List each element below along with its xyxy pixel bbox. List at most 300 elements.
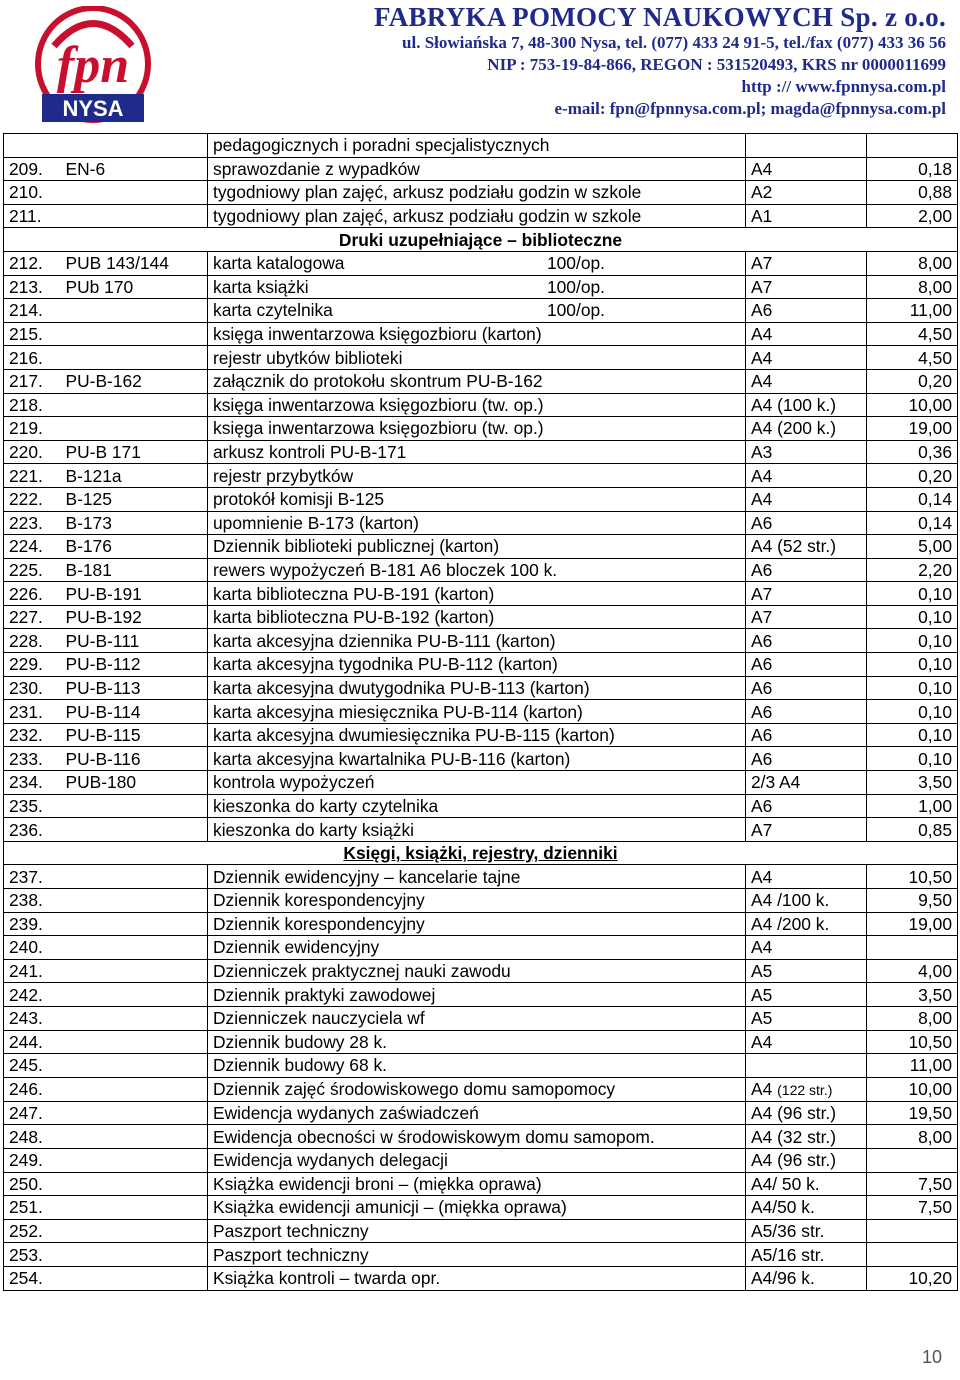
item-format bbox=[746, 818, 867, 842]
item-code: PUB-180 bbox=[61, 771, 208, 795]
item-format-text: A2 bbox=[751, 182, 773, 203]
item-format bbox=[746, 440, 867, 464]
section-header-row bbox=[4, 228, 958, 252]
item-format bbox=[746, 865, 867, 889]
item-description bbox=[208, 959, 746, 983]
item-price: 4,50 bbox=[867, 346, 958, 370]
item-pack-quantity: 100/op. bbox=[546, 300, 605, 321]
company-registry: NIP : 753-19-84-866, REGON : 531520493, KRS nr 0000011699 bbox=[487, 55, 946, 74]
item-price: 4,50 bbox=[867, 322, 958, 346]
item-code: B-176 bbox=[61, 535, 208, 559]
item-description bbox=[208, 605, 746, 629]
item-code bbox=[61, 865, 208, 889]
item-code bbox=[61, 1077, 208, 1101]
item-code bbox=[61, 1125, 208, 1149]
table-row bbox=[4, 582, 958, 606]
item-price: 2,00 bbox=[867, 204, 958, 228]
item-description-text: rejestr przybytków bbox=[213, 465, 354, 486]
item-description bbox=[208, 1148, 746, 1172]
item-description-text: Ewidencja wydanych delegacji bbox=[213, 1150, 448, 1171]
item-description-text: tygodniowy plan zajęć, arkusz podziału godzin w szkole bbox=[213, 206, 642, 227]
item-format bbox=[746, 558, 867, 582]
table-row bbox=[4, 771, 958, 795]
item-format-text: A4 bbox=[751, 1078, 773, 1099]
item-number: 216. bbox=[4, 346, 61, 370]
item-description-text: Dziennik budowy 68 k. bbox=[213, 1055, 387, 1076]
item-code: PU-B-191 bbox=[61, 582, 208, 606]
item-price bbox=[867, 1243, 958, 1267]
item-description bbox=[208, 275, 746, 299]
item-number: 219. bbox=[4, 417, 61, 441]
table-row bbox=[4, 535, 958, 559]
item-code bbox=[61, 959, 208, 983]
item-description-text: Ewidencja wydanych zaświadczeń bbox=[213, 1103, 479, 1124]
table-row bbox=[4, 605, 958, 629]
item-format bbox=[746, 959, 867, 983]
item-number: 228. bbox=[4, 629, 61, 653]
item-format bbox=[746, 676, 867, 700]
item-price bbox=[867, 1148, 958, 1172]
item-format bbox=[746, 346, 867, 370]
item-price: 2,20 bbox=[867, 558, 958, 582]
item-code bbox=[61, 1101, 208, 1125]
item-format-text: A6 bbox=[751, 559, 773, 580]
item-code bbox=[61, 1054, 208, 1078]
item-description-text: arkusz kontroli PU-B-171 bbox=[213, 442, 407, 463]
item-description bbox=[208, 464, 746, 488]
item-number: 213. bbox=[4, 275, 61, 299]
table-row bbox=[4, 204, 958, 228]
item-number: 251. bbox=[4, 1196, 61, 1220]
item-pack-quantity: 100/op. bbox=[546, 253, 605, 274]
item-format bbox=[746, 511, 867, 535]
item-description bbox=[208, 369, 746, 393]
item-number: 233. bbox=[4, 747, 61, 771]
table-row bbox=[4, 181, 958, 205]
item-description-text: Dzienniczek nauczyciela wf bbox=[213, 1008, 425, 1029]
table-row bbox=[4, 1196, 958, 1220]
item-format bbox=[746, 204, 867, 228]
item-format-text: A4 bbox=[751, 371, 773, 392]
item-code bbox=[61, 1266, 208, 1290]
item-format-text: A6 bbox=[751, 795, 773, 816]
table-row bbox=[4, 818, 958, 842]
item-format bbox=[746, 1030, 867, 1054]
item-code: PU-B-116 bbox=[61, 747, 208, 771]
item-description-text: Dziennik ewidencyjny bbox=[213, 937, 380, 958]
table-row bbox=[4, 511, 958, 535]
item-price: 19,00 bbox=[867, 912, 958, 936]
item-description bbox=[208, 157, 746, 181]
item-price: 0,10 bbox=[867, 700, 958, 724]
table-row bbox=[4, 1077, 958, 1101]
item-format bbox=[746, 629, 867, 653]
item-description bbox=[208, 134, 746, 158]
item-price: 0,14 bbox=[867, 487, 958, 511]
section-title bbox=[4, 841, 958, 865]
item-format bbox=[746, 1148, 867, 1172]
table-row bbox=[4, 464, 958, 488]
item-description-text: Dziennik budowy 28 k. bbox=[213, 1031, 387, 1052]
table-row bbox=[4, 959, 958, 983]
item-price: 19,50 bbox=[867, 1101, 958, 1125]
item-price: 3,50 bbox=[867, 983, 958, 1007]
item-price: 0,10 bbox=[867, 676, 958, 700]
item-number: 234. bbox=[4, 771, 61, 795]
item-description-text: Paszport techniczny bbox=[213, 1244, 369, 1265]
item-description-text: Dziennik korespondencyjny bbox=[213, 890, 425, 911]
item-number: 241. bbox=[4, 959, 61, 983]
item-format bbox=[746, 912, 867, 936]
item-code bbox=[61, 912, 208, 936]
item-description bbox=[208, 1054, 746, 1078]
item-format bbox=[746, 487, 867, 511]
table-row bbox=[4, 440, 958, 464]
table-row bbox=[4, 983, 958, 1007]
item-code bbox=[61, 1243, 208, 1267]
item-format bbox=[746, 605, 867, 629]
item-price: 19,00 bbox=[867, 417, 958, 441]
item-format-text: A7 bbox=[751, 819, 773, 840]
item-description bbox=[208, 1219, 746, 1243]
item-format-text: A4 bbox=[751, 465, 773, 486]
item-code bbox=[61, 1196, 208, 1220]
item-description bbox=[208, 676, 746, 700]
item-description bbox=[208, 582, 746, 606]
item-code: PUb 170 bbox=[61, 275, 208, 299]
item-format-text: A4/ 50 k. bbox=[751, 1173, 820, 1194]
item-price: 0,20 bbox=[867, 369, 958, 393]
item-format-text: A5 bbox=[751, 984, 773, 1005]
item-number: 238. bbox=[4, 889, 61, 913]
item-description-text: księga inwentarzowa księgozbioru (karton) bbox=[213, 324, 542, 345]
item-format-text: A4 bbox=[751, 158, 773, 179]
table-row bbox=[4, 1172, 958, 1196]
item-format-text: A4 bbox=[751, 489, 773, 510]
item-number bbox=[4, 134, 61, 158]
item-code bbox=[61, 134, 208, 158]
item-number: 212. bbox=[4, 251, 61, 275]
item-number: 253. bbox=[4, 1243, 61, 1267]
item-number: 223. bbox=[4, 511, 61, 535]
item-number: 226. bbox=[4, 582, 61, 606]
item-description bbox=[208, 440, 746, 464]
item-description-text: Ewidencja obecności w środowiskowym domu samopom. bbox=[213, 1126, 655, 1147]
item-format bbox=[746, 983, 867, 1007]
item-code: B-173 bbox=[61, 511, 208, 535]
item-format bbox=[746, 464, 867, 488]
item-description bbox=[208, 322, 746, 346]
item-description-text: upomnienie B-173 (karton) bbox=[213, 512, 419, 533]
item-format bbox=[746, 1243, 867, 1267]
item-number: 218. bbox=[4, 393, 61, 417]
item-number: 227. bbox=[4, 605, 61, 629]
item-code bbox=[61, 181, 208, 205]
company-website[interactable]: http :// www.fpnnysa.com.pl bbox=[741, 77, 946, 96]
item-description bbox=[208, 299, 746, 323]
item-format bbox=[746, 771, 867, 795]
table-row bbox=[4, 417, 958, 441]
table-row bbox=[4, 794, 958, 818]
item-code bbox=[61, 1148, 208, 1172]
item-format bbox=[746, 322, 867, 346]
item-number: 225. bbox=[4, 558, 61, 582]
item-number: 247. bbox=[4, 1101, 61, 1125]
item-format bbox=[746, 1266, 867, 1290]
item-price: 1,00 bbox=[867, 794, 958, 818]
item-format bbox=[746, 535, 867, 559]
item-code: B-121a bbox=[61, 464, 208, 488]
item-description-text: karta akcesyjna tygodnika PU-B-112 (karton) bbox=[213, 654, 558, 675]
item-description-text: karta akcesyjna dwutygodnika PU-B-113 (karton) bbox=[213, 677, 590, 698]
item-format bbox=[746, 582, 867, 606]
item-code bbox=[61, 1030, 208, 1054]
item-format-text: A5 bbox=[751, 961, 773, 982]
section-title-text: Księgi, książki, rejestry, dzienniki bbox=[343, 843, 618, 864]
item-price: 0,14 bbox=[867, 511, 958, 535]
item-number: 222. bbox=[4, 487, 61, 511]
item-description-text: Dzienniczek praktycznej nauki zawodu bbox=[213, 961, 511, 982]
item-description-text: rewers wypożyczeń B-181 A6 bloczek 100 k. bbox=[213, 559, 558, 580]
item-format bbox=[746, 181, 867, 205]
item-code bbox=[61, 1006, 208, 1030]
item-price: 0,18 bbox=[867, 157, 958, 181]
item-format-text: A4 (32 str.) bbox=[751, 1126, 837, 1147]
item-price: 0,10 bbox=[867, 747, 958, 771]
table-row bbox=[4, 889, 958, 913]
page-number: 10 bbox=[921, 1347, 942, 1367]
item-description bbox=[208, 1030, 746, 1054]
item-price: 11,00 bbox=[867, 299, 958, 323]
item-description bbox=[208, 1125, 746, 1149]
table-row bbox=[4, 322, 958, 346]
item-description bbox=[208, 771, 746, 795]
table-row bbox=[4, 393, 958, 417]
item-number: 214. bbox=[4, 299, 61, 323]
item-description-text: Książka kontroli – twarda opr. bbox=[213, 1268, 441, 1289]
item-description bbox=[208, 1196, 746, 1220]
item-price: 7,50 bbox=[867, 1172, 958, 1196]
item-number: 215. bbox=[4, 322, 61, 346]
item-format-text: 2/3 A4 bbox=[751, 772, 801, 793]
price-list-table bbox=[3, 133, 958, 1291]
item-code bbox=[61, 417, 208, 441]
item-code: PU-B-115 bbox=[61, 723, 208, 747]
item-format bbox=[746, 157, 867, 181]
item-price: 10,00 bbox=[867, 1077, 958, 1101]
item-number: 220. bbox=[4, 440, 61, 464]
item-number: 224. bbox=[4, 535, 61, 559]
item-format-text: A4 (52 str.) bbox=[751, 536, 837, 557]
item-price: 10,50 bbox=[867, 865, 958, 889]
item-description-text: karta akcesyjna kwartalnika PU-B-116 (karton) bbox=[213, 748, 571, 769]
table-row bbox=[4, 558, 958, 582]
table-row bbox=[4, 157, 958, 181]
section-title bbox=[4, 228, 958, 252]
item-format bbox=[746, 700, 867, 724]
item-number: 211. bbox=[4, 204, 61, 228]
item-number: 250. bbox=[4, 1172, 61, 1196]
item-description-text: Książka ewidencji broni – (miękka oprawa) bbox=[213, 1173, 542, 1194]
item-description-text: kieszonka do karty książki bbox=[213, 819, 415, 840]
item-description bbox=[208, 417, 746, 441]
item-number: 217. bbox=[4, 369, 61, 393]
item-format-text: A7 bbox=[751, 276, 773, 297]
item-description-text: pedagogicznych i poradni specjalistycznych bbox=[213, 135, 550, 156]
item-format-text: A7 bbox=[751, 583, 773, 604]
item-format-text: A7 bbox=[751, 607, 773, 628]
item-code bbox=[61, 889, 208, 913]
item-price: 0,36 bbox=[867, 440, 958, 464]
item-description-text: karta książki bbox=[213, 276, 309, 297]
item-price: 11,00 bbox=[867, 1054, 958, 1078]
item-format bbox=[746, 1196, 867, 1220]
table-row bbox=[4, 676, 958, 700]
item-description bbox=[208, 1172, 746, 1196]
item-format-text: A6 bbox=[751, 677, 773, 698]
item-format bbox=[746, 134, 867, 158]
item-description bbox=[208, 251, 746, 275]
item-number: 243. bbox=[4, 1006, 61, 1030]
item-price: 0,20 bbox=[867, 464, 958, 488]
table-row bbox=[4, 912, 958, 936]
item-format bbox=[746, 1172, 867, 1196]
item-format-text: A5 bbox=[751, 1008, 773, 1029]
company-logo bbox=[34, 6, 152, 128]
item-number: 209. bbox=[4, 157, 61, 181]
table-row bbox=[4, 251, 958, 275]
table-row bbox=[4, 1219, 958, 1243]
item-description bbox=[208, 393, 746, 417]
item-description-text: Dziennik ewidencyjny – kancelarie tajne bbox=[213, 866, 521, 887]
item-description bbox=[208, 558, 746, 582]
table-row bbox=[4, 865, 958, 889]
item-description bbox=[208, 747, 746, 771]
item-format-text: A4 (96 str.) bbox=[751, 1150, 837, 1171]
item-description bbox=[208, 912, 746, 936]
item-code: PU-B-113 bbox=[61, 676, 208, 700]
item-description-text: karta akcesyjna miesięcznika PU-B-114 (karton) bbox=[213, 701, 583, 722]
item-price: 0,85 bbox=[867, 818, 958, 842]
table-row bbox=[4, 275, 958, 299]
item-code: PU-B-114 bbox=[61, 700, 208, 724]
table-row bbox=[4, 653, 958, 677]
item-format-text: A3 bbox=[751, 442, 773, 463]
item-price: 0,88 bbox=[867, 181, 958, 205]
item-description bbox=[208, 723, 746, 747]
item-price: 8,00 bbox=[867, 251, 958, 275]
item-description-text: Książka ewidencji amunicji – (miękka oprawa) bbox=[213, 1197, 567, 1218]
item-number: 229. bbox=[4, 653, 61, 677]
item-format bbox=[746, 653, 867, 677]
item-description-text: karta akcesyjna dwumiesięcznika PU-B-115 (karton) bbox=[213, 725, 615, 746]
table-row bbox=[4, 369, 958, 393]
item-format-text: A4 (200 k.) bbox=[751, 418, 837, 439]
item-code: PU-B 171 bbox=[61, 440, 208, 464]
item-description-text: Dziennik biblioteki publicznej (karton) bbox=[213, 536, 500, 557]
item-code bbox=[61, 794, 208, 818]
item-format-text: A4 bbox=[751, 324, 773, 345]
table-row bbox=[4, 1125, 958, 1149]
item-number: 237. bbox=[4, 865, 61, 889]
item-format bbox=[746, 1101, 867, 1125]
item-description-text: Paszport techniczny bbox=[213, 1221, 369, 1242]
item-format-text: A4 /200 k. bbox=[751, 913, 830, 934]
item-code: B-181 bbox=[61, 558, 208, 582]
item-description bbox=[208, 346, 746, 370]
item-number: 232. bbox=[4, 723, 61, 747]
item-description-text: karta czytelnika bbox=[213, 300, 333, 321]
table-row bbox=[4, 346, 958, 370]
item-format bbox=[746, 889, 867, 913]
item-number: 254. bbox=[4, 1266, 61, 1290]
item-code bbox=[61, 322, 208, 346]
item-description-text: załącznik do protokołu skontrum PU-B-162 bbox=[213, 371, 543, 392]
item-format-text: A4/50 k. bbox=[751, 1197, 815, 1218]
section-title-text: Druki uzupełniające – biblioteczne bbox=[338, 229, 623, 250]
item-number: 235. bbox=[4, 794, 61, 818]
item-format-text: A6 bbox=[751, 630, 773, 651]
item-format bbox=[746, 1219, 867, 1243]
item-description-text: karta biblioteczna PU-B-192 (karton) bbox=[213, 607, 495, 628]
table-row bbox=[4, 1148, 958, 1172]
item-format bbox=[746, 1125, 867, 1149]
logo-text-bottom: NYSA bbox=[62, 96, 124, 121]
item-description bbox=[208, 1006, 746, 1030]
item-format-text: A4 (96 str.) bbox=[751, 1103, 837, 1124]
item-code bbox=[61, 1172, 208, 1196]
item-code: PU-B-192 bbox=[61, 605, 208, 629]
item-price bbox=[867, 936, 958, 960]
item-description-text: Dziennik praktyki zawodowej bbox=[213, 984, 436, 1005]
item-number: 242. bbox=[4, 983, 61, 1007]
logo-text-top: fpn bbox=[56, 37, 130, 94]
table-row bbox=[4, 1101, 958, 1125]
item-format-text: A6 bbox=[751, 748, 773, 769]
item-format-text: A4 bbox=[751, 347, 773, 368]
item-format bbox=[746, 393, 867, 417]
item-price: 8,00 bbox=[867, 1006, 958, 1030]
company-email[interactable]: e-mail: fpn@fpnnysa.com.pl; magda@fpnnysa.com.pl bbox=[554, 99, 946, 118]
item-price: 7,50 bbox=[867, 1196, 958, 1220]
item-description-text: kieszonka do karty czytelnika bbox=[213, 795, 439, 816]
item-format-text: A7 bbox=[751, 253, 773, 274]
item-description-text: kontrola wypożyczeń bbox=[213, 772, 375, 793]
continuation-row bbox=[4, 134, 958, 158]
item-format bbox=[746, 1077, 867, 1101]
item-description bbox=[208, 1077, 746, 1101]
item-number: 230. bbox=[4, 676, 61, 700]
item-description bbox=[208, 865, 746, 889]
item-number: 239. bbox=[4, 912, 61, 936]
table-row bbox=[4, 700, 958, 724]
item-description bbox=[208, 818, 746, 842]
item-price bbox=[867, 134, 958, 158]
item-number: 231. bbox=[4, 700, 61, 724]
item-description bbox=[208, 1266, 746, 1290]
item-code bbox=[61, 983, 208, 1007]
item-code: B-125 bbox=[61, 487, 208, 511]
item-format-text: A5/36 str. bbox=[751, 1221, 825, 1242]
item-pack-quantity: 100/op. bbox=[546, 276, 605, 297]
table-row bbox=[4, 1006, 958, 1030]
item-format bbox=[746, 417, 867, 441]
letterhead bbox=[0, 0, 960, 132]
item-format-text: A4 (100 k.) bbox=[751, 394, 837, 415]
item-number: 246. bbox=[4, 1077, 61, 1101]
table-row bbox=[4, 629, 958, 653]
item-number: 236. bbox=[4, 818, 61, 842]
